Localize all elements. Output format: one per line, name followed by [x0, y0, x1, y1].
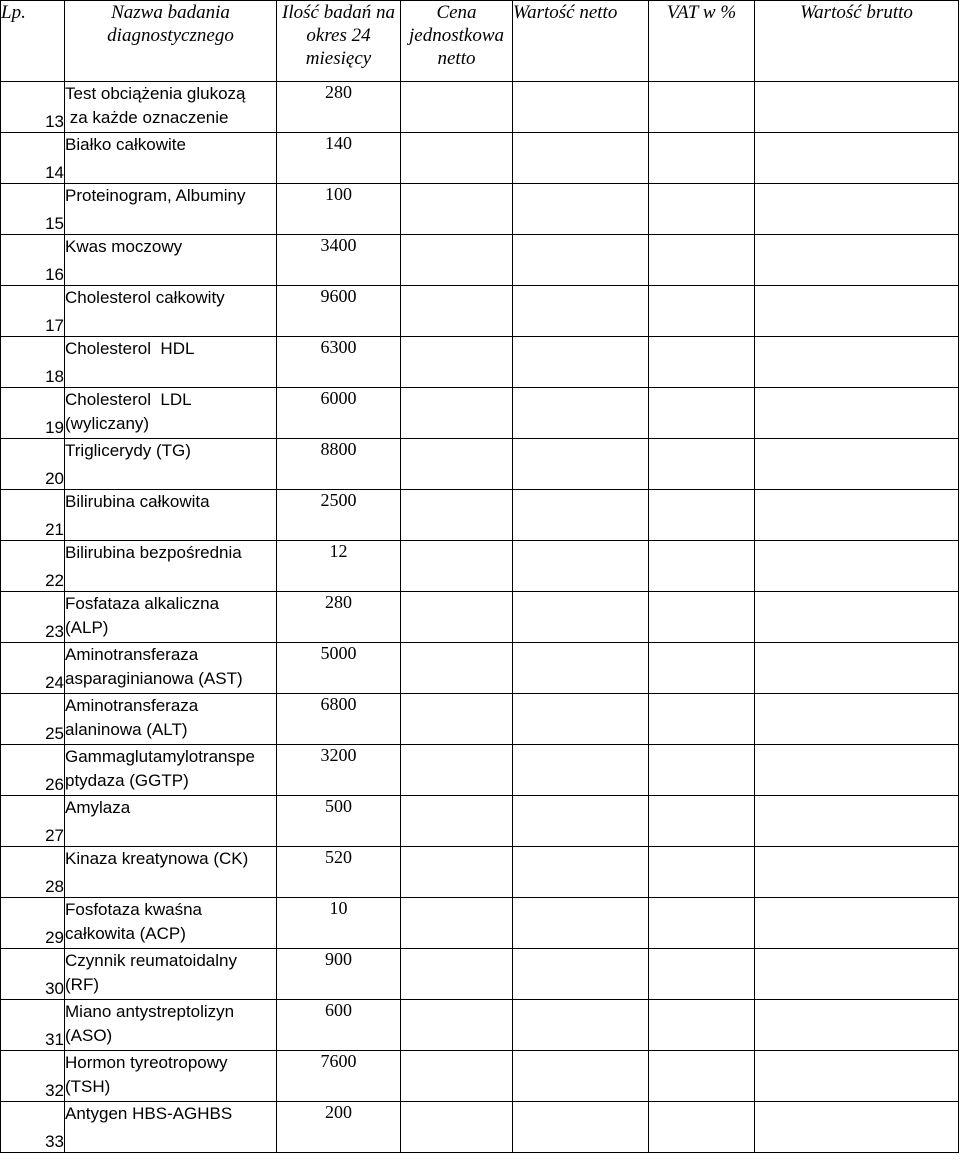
- net-value-cell: [513, 847, 649, 898]
- header-vat: VAT w %: [649, 1, 755, 82]
- test-name-line: Fosfataza alkaliczna: [65, 594, 220, 613]
- test-name-cell: [65, 898, 277, 949]
- test-name-cell: [65, 949, 277, 1000]
- table-row: [1, 898, 959, 949]
- net-value-cell: [513, 235, 649, 286]
- test-name-cell: [65, 337, 277, 388]
- test-name-line: Proteinogram, Albuminy: [65, 186, 246, 205]
- row-number: 28: [1, 847, 65, 898]
- test-name-line: asparaginianowa (AST): [65, 669, 243, 688]
- vat-cell: [649, 541, 755, 592]
- unit-price-cell: [401, 592, 513, 643]
- table-row: [1, 490, 959, 541]
- table-row: [1, 541, 959, 592]
- vat-cell: [649, 337, 755, 388]
- unit-price-cell: [401, 133, 513, 184]
- gross-value-cell: [755, 133, 959, 184]
- table-row: [1, 847, 959, 898]
- quantity-cell: 3200: [277, 745, 401, 796]
- net-value-cell: [513, 745, 649, 796]
- unit-price-cell: [401, 796, 513, 847]
- test-name-line: Cholesterol całkowity: [65, 288, 225, 307]
- row-number: 14: [1, 133, 65, 184]
- test-name-line: (wyliczany): [65, 414, 150, 433]
- vat-cell: [649, 388, 755, 439]
- row-number: 25: [1, 694, 65, 745]
- vat-cell: [649, 592, 755, 643]
- test-name-cell: [65, 1102, 277, 1153]
- header-gross-value: Wartość brutto: [755, 1, 959, 82]
- row-number: 13: [1, 82, 65, 133]
- quantity-cell: 3400: [277, 235, 401, 286]
- row-number: 27: [1, 796, 65, 847]
- unit-price-cell: [401, 541, 513, 592]
- quantity-cell: 600: [277, 1000, 401, 1051]
- table-row: [1, 745, 959, 796]
- table-row: [1, 133, 959, 184]
- test-name-line: Cholesterol LDL: [65, 390, 192, 409]
- test-name-cell: [65, 439, 277, 490]
- row-number: 23: [1, 592, 65, 643]
- quantity-cell: 900: [277, 949, 401, 1000]
- unit-price-cell: [401, 1051, 513, 1102]
- quantity-cell: 280: [277, 592, 401, 643]
- test-name-line: Triglicerydy (TG): [65, 441, 191, 460]
- vat-cell: [649, 235, 755, 286]
- vat-cell: [649, 1102, 755, 1153]
- quantity-cell: 280: [277, 82, 401, 133]
- test-name-cell: [65, 745, 277, 796]
- unit-price-cell: [401, 643, 513, 694]
- test-name-cell: [65, 796, 277, 847]
- header-quantity: Ilość badań na okres 24 miesięcy: [277, 1, 401, 82]
- row-number: 24: [1, 643, 65, 694]
- test-name-line: Hormon tyreotropowy: [65, 1053, 228, 1072]
- quantity-cell: 6800: [277, 694, 401, 745]
- vat-cell: [649, 745, 755, 796]
- table-row: [1, 1051, 959, 1102]
- vat-cell: [649, 949, 755, 1000]
- net-value-cell: [513, 439, 649, 490]
- gross-value-cell: [755, 847, 959, 898]
- row-number: 17: [1, 286, 65, 337]
- row-number: 29: [1, 898, 65, 949]
- gross-value-cell: [755, 490, 959, 541]
- net-value-cell: [513, 898, 649, 949]
- net-value-cell: [513, 694, 649, 745]
- unit-price-cell: [401, 439, 513, 490]
- table-row: [1, 949, 959, 1000]
- net-value-cell: [513, 1051, 649, 1102]
- vat-cell: [649, 1051, 755, 1102]
- net-value-cell: [513, 1102, 649, 1153]
- test-name-line: Bilirubina całkowita: [65, 492, 210, 511]
- quantity-cell: 7600: [277, 1051, 401, 1102]
- unit-price-cell: [401, 490, 513, 541]
- test-name-line: całkowita (ACP): [65, 924, 186, 943]
- test-name-line: ptydaza (GGTP): [65, 771, 189, 790]
- unit-price-cell: [401, 898, 513, 949]
- test-name-cell: [65, 847, 277, 898]
- table-row: [1, 1000, 959, 1051]
- test-name-cell: [65, 388, 277, 439]
- row-number: 33: [1, 1102, 65, 1153]
- table-row: [1, 337, 959, 388]
- quantity-cell: 6300: [277, 337, 401, 388]
- quantity-cell: 10: [277, 898, 401, 949]
- table-row: [1, 286, 959, 337]
- net-value-cell: [513, 949, 649, 1000]
- gross-value-cell: [755, 1051, 959, 1102]
- gross-value-cell: [755, 388, 959, 439]
- row-number: 15: [1, 184, 65, 235]
- table-row: [1, 439, 959, 490]
- table-header-row: [1, 1, 959, 82]
- net-value-cell: [513, 643, 649, 694]
- unit-price-cell: [401, 388, 513, 439]
- test-name-cell: [65, 694, 277, 745]
- table-row: [1, 1102, 959, 1153]
- vat-cell: [649, 490, 755, 541]
- unit-price-cell: [401, 949, 513, 1000]
- gross-value-cell: [755, 1102, 959, 1153]
- header-net-value: Wartość netto: [513, 1, 649, 82]
- test-name-line: Aminotransferaza: [65, 696, 199, 715]
- test-name-cell: [65, 1051, 277, 1102]
- test-name-line: alaninowa (ALT): [65, 720, 188, 739]
- unit-price-cell: [401, 694, 513, 745]
- test-name-line: Aminotransferaza: [65, 645, 199, 664]
- quantity-cell: 8800: [277, 439, 401, 490]
- vat-cell: [649, 82, 755, 133]
- gross-value-cell: [755, 184, 959, 235]
- net-value-cell: [513, 541, 649, 592]
- header-lp: Lp.: [1, 1, 65, 82]
- row-number: 18: [1, 337, 65, 388]
- gross-value-cell: [755, 337, 959, 388]
- row-number: 19: [1, 388, 65, 439]
- test-name-cell: [65, 235, 277, 286]
- net-value-cell: [513, 490, 649, 541]
- vat-cell: [649, 184, 755, 235]
- vat-cell: [649, 898, 755, 949]
- test-name-cell: [65, 286, 277, 337]
- gross-value-cell: [755, 286, 959, 337]
- test-name-line: za każde oznaczenie: [65, 108, 229, 127]
- quantity-cell: 500: [277, 796, 401, 847]
- row-number: 20: [1, 439, 65, 490]
- gross-value-cell: [755, 745, 959, 796]
- test-name-cell: [65, 592, 277, 643]
- vat-cell: [649, 694, 755, 745]
- test-name-cell: [65, 184, 277, 235]
- test-name-cell: [65, 541, 277, 592]
- test-name-line: Kinaza kreatynowa (CK): [65, 849, 249, 868]
- vat-cell: [649, 286, 755, 337]
- table-row: [1, 388, 959, 439]
- vat-cell: [649, 133, 755, 184]
- vat-cell: [649, 847, 755, 898]
- test-name-line: (RF): [65, 975, 99, 994]
- unit-price-cell: [401, 745, 513, 796]
- unit-price-cell: [401, 235, 513, 286]
- quantity-cell: 2500: [277, 490, 401, 541]
- table-row: [1, 184, 959, 235]
- test-name-line: Gammaglutamylotranspe: [65, 747, 255, 766]
- row-number: 21: [1, 490, 65, 541]
- gross-value-cell: [755, 949, 959, 1000]
- quantity-cell: 12: [277, 541, 401, 592]
- gross-value-cell: [755, 694, 959, 745]
- gross-value-cell: [755, 898, 959, 949]
- header-unit-price: Cena jednostkowa netto: [401, 1, 513, 82]
- gross-value-cell: [755, 796, 959, 847]
- gross-value-cell: [755, 82, 959, 133]
- row-number: 16: [1, 235, 65, 286]
- vat-cell: [649, 643, 755, 694]
- row-number: 31: [1, 1000, 65, 1051]
- unit-price-cell: [401, 847, 513, 898]
- test-name-line: (TSH): [65, 1077, 111, 1096]
- test-name-cell: [65, 490, 277, 541]
- net-value-cell: [513, 286, 649, 337]
- test-name-line: Czynnik reumatoidalny: [65, 951, 237, 970]
- test-name-line: (ALP): [65, 618, 109, 637]
- net-value-cell: [513, 388, 649, 439]
- quantity-cell: 200: [277, 1102, 401, 1153]
- quantity-cell: 520: [277, 847, 401, 898]
- net-value-cell: [513, 184, 649, 235]
- gross-value-cell: [755, 235, 959, 286]
- gross-value-cell: [755, 1000, 959, 1051]
- table-row: [1, 235, 959, 286]
- quantity-cell: 100: [277, 184, 401, 235]
- test-name-line: Bilirubina bezpośrednia: [65, 543, 242, 562]
- row-number: 30: [1, 949, 65, 1000]
- test-name-line: Amylaza: [65, 798, 131, 817]
- net-value-cell: [513, 592, 649, 643]
- gross-value-cell: [755, 541, 959, 592]
- quantity-cell: 140: [277, 133, 401, 184]
- vat-cell: [649, 1000, 755, 1051]
- header-test-name: Nazwa badania diagnostycznego: [65, 1, 277, 82]
- quantity-cell: 6000: [277, 388, 401, 439]
- table-row: [1, 796, 959, 847]
- unit-price-cell: [401, 286, 513, 337]
- gross-value-cell: [755, 643, 959, 694]
- test-name-cell: [65, 1000, 277, 1051]
- table-row: [1, 592, 959, 643]
- test-name-line: Białko całkowite: [65, 135, 186, 154]
- unit-price-cell: [401, 184, 513, 235]
- row-number: 32: [1, 1051, 65, 1102]
- net-value-cell: [513, 337, 649, 388]
- quantity-cell: 5000: [277, 643, 401, 694]
- test-name-cell: [65, 133, 277, 184]
- test-name-cell: [65, 643, 277, 694]
- quantity-cell: 9600: [277, 286, 401, 337]
- table-body: [1, 82, 959, 1153]
- unit-price-cell: [401, 337, 513, 388]
- table-row: [1, 694, 959, 745]
- vat-cell: [649, 439, 755, 490]
- vat-cell: [649, 796, 755, 847]
- unit-price-cell: [401, 1102, 513, 1153]
- row-number: 22: [1, 541, 65, 592]
- gross-value-cell: [755, 439, 959, 490]
- net-value-cell: [513, 1000, 649, 1051]
- net-value-cell: [513, 796, 649, 847]
- net-value-cell: [513, 82, 649, 133]
- test-name-line: Fosfotaza kwaśna: [65, 900, 203, 919]
- net-value-cell: [513, 133, 649, 184]
- table-row: [1, 643, 959, 694]
- test-name-line: Antygen HBS-AGHBS: [65, 1104, 233, 1123]
- test-name-line: Kwas moczowy: [65, 237, 183, 256]
- gross-value-cell: [755, 592, 959, 643]
- unit-price-cell: [401, 1000, 513, 1051]
- table-row: [1, 82, 959, 133]
- unit-price-cell: [401, 82, 513, 133]
- row-number: 26: [1, 745, 65, 796]
- test-name-line: Cholesterol HDL: [65, 339, 195, 358]
- test-name-line: (ASO): [65, 1026, 113, 1045]
- test-name-cell: [65, 82, 277, 133]
- test-name-line: Test obciążenia glukozą: [65, 84, 246, 103]
- test-name-line: Miano antystreptolizyn: [65, 1002, 235, 1021]
